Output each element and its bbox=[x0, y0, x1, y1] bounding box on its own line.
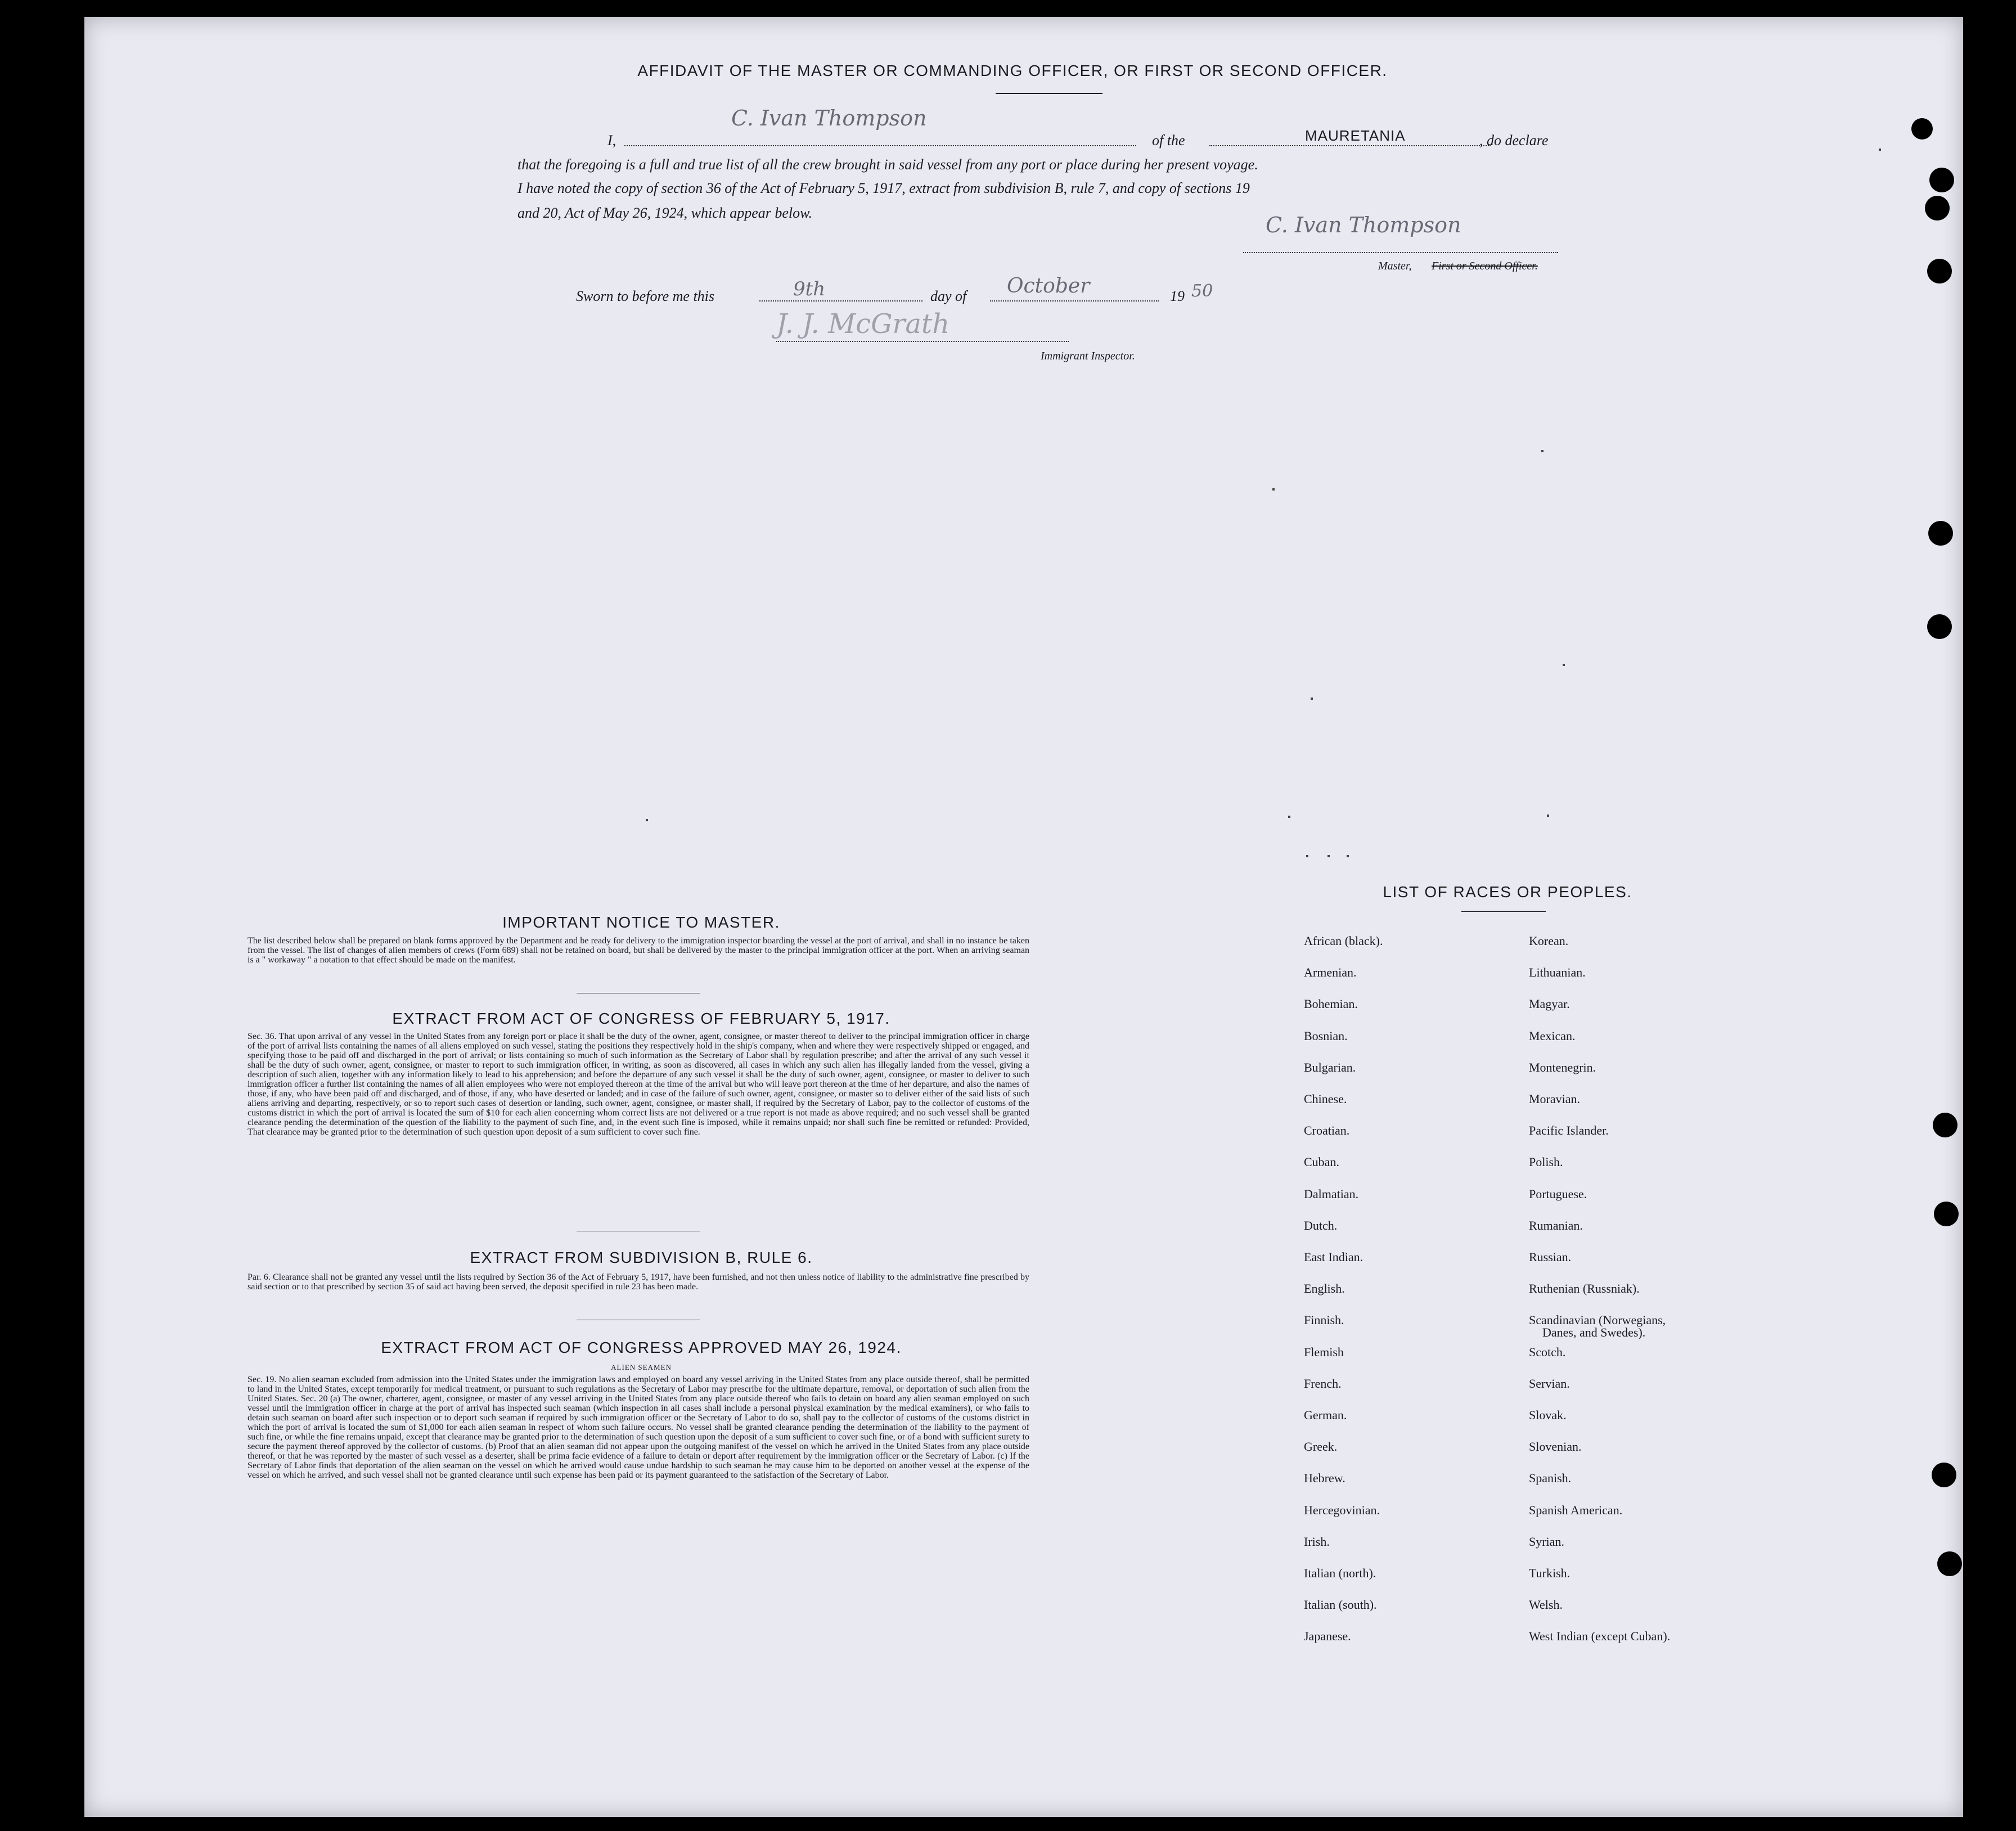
speck bbox=[1547, 815, 1549, 817]
race-item: Japanese. bbox=[1304, 1629, 1351, 1644]
year-prefix: 19 bbox=[1170, 288, 1185, 304]
race-item: Finnish. bbox=[1304, 1313, 1344, 1328]
race-item: German. bbox=[1304, 1408, 1347, 1422]
alien-seamen-subtitle: ALIEN SEAMEN bbox=[611, 1363, 672, 1371]
race-item: Scotch. bbox=[1529, 1344, 1566, 1359]
master-label: Master, bbox=[1378, 260, 1412, 272]
punch-hole bbox=[1911, 118, 1933, 140]
speck bbox=[1879, 149, 1881, 151]
punch-hole bbox=[1925, 196, 1950, 221]
punch-hole bbox=[1933, 1113, 1958, 1137]
race-item: Pacific Islander. bbox=[1529, 1123, 1609, 1138]
race-item: Bosnian. bbox=[1304, 1028, 1348, 1043]
punch-hole bbox=[1932, 1463, 1956, 1487]
races-title-underline bbox=[1461, 911, 1546, 912]
race-item: Scandinavian (Norwegians, bbox=[1529, 1313, 1666, 1328]
speck bbox=[1288, 816, 1290, 818]
punch-hole bbox=[1927, 614, 1952, 639]
race-item: Cuban. bbox=[1304, 1155, 1339, 1169]
declarant-name-signature: C. Ivan Thompson bbox=[731, 106, 927, 131]
title-underline bbox=[996, 93, 1102, 94]
affidavit-body-line-2: I have noted the copy of section 36 of the Act of February 5, 1917, extract from subdivision B, rule 7, and copy of sections 19 bbox=[518, 180, 1250, 196]
race-item: Irish. bbox=[1304, 1534, 1330, 1549]
speck bbox=[1306, 855, 1308, 857]
struck-officer-label: First or Second Officer. bbox=[1432, 260, 1538, 272]
speck bbox=[1541, 450, 1544, 452]
punch-hole bbox=[1934, 1202, 1959, 1226]
race-item: West Indian (except Cuban). bbox=[1529, 1629, 1671, 1644]
race-item: Greek. bbox=[1304, 1439, 1338, 1454]
race-item-continuation: Danes, and Swedes). bbox=[1542, 1325, 1646, 1339]
inspector-signature-line bbox=[776, 341, 1069, 342]
vessel-name: MAURETANIA bbox=[1305, 127, 1406, 144]
inspector-signature: J. J. McGrath bbox=[776, 308, 950, 340]
of-the-label: of the bbox=[1152, 132, 1185, 149]
race-item: African (black). bbox=[1304, 934, 1383, 948]
race-item: Italian (south). bbox=[1304, 1598, 1377, 1612]
race-item: Hercegovinian. bbox=[1304, 1502, 1380, 1517]
race-item: Armenian. bbox=[1304, 965, 1357, 980]
rule-6-title: EXTRACT FROM SUBDIVISION B, RULE 6. bbox=[470, 1249, 813, 1266]
race-item: Spanish. bbox=[1529, 1471, 1572, 1486]
extract-1917-body: Sec. 36. That upon arrival of any vessel in the United States from any foreign port or place it shall be the duty of the owner, agent, consignee, or master thereof to deliver to the principal immigration officer in charge of the port of arrival lists containing the names of all aliens employed on such vessel, stating the positions they respectively hold in the ship's company, when and where they were respectively shipped or engaged, and specifying those to be paid off and discharged in the port of arrival; or lists containing so much of such information as the Secretary of Labor shall by regulation prescribe; and after the arrival of any such vessel it shall be the duty of such owner, agent, consignee, or master to report to such immigration officer, in writing, as soon as discovered, all cases in which any such alien has illegally landed from the vessel, giving a description of such alien, together with any information likely to lead to his apprehension; and before the departure of any such vessel it shall be the duty of such owner, agent, consignee, or master to deliver to such immigration officer a further list containing the names of all alien employees who were not employed thereon at the time of the arrival but who will leave port thereon at the time of her departure, and also the names of those, if any, who have been paid off and discharged, and of those, if any, who have deserted or landed; and in case of the failure of such owner, agent, consignee, or master so to deliver either of the said lists of such aliens arriving and departing, respectively, or so to report such cases of desertion or landing, such owner, agent, consignee, or master shall, if required by the Secretary of Labor, pay to the collector of customs of the customs district in which the port of arrival is located the sum of $10 for each alien concerning whom correct lists are not delivered or a true report is not made as above required; and no such vessel shall be granted clearance pending the determination of the question of the liability to the payment of such fine, and, in the event such fine is imposed, while it remains unpaid; nor shall such fine be remitted or refunded: Provided, That clearance may be granted prior to the determination of such question upon deposit of a sum sufficient to cover such fine. bbox=[248, 1032, 1029, 1137]
race-item: Magyar. bbox=[1529, 997, 1570, 1011]
extract-1924-body: Sec. 19. No alien seaman excluded from admission into the United States under the immigration laws and employed on board any vessel arriving in the United States from any place outside thereof, shall be permitted to land in the United States, except temporarily for medical treatment, or pursuant to such regulations as the Secretary of Labor may prescribe for the ultimate departure, removal, or deportation of such alien from the United States. Sec. 20 (a) The owner, charterer, agent, consignee, or master of any vessel arriving in the United States from any place outside thereof who fails to detain on board any alien seaman employed on such vessel until the immigration officer in charge at the port of arrival has inspected such seaman (which inspection in all cases shall include a personal physical examination by the medical examiners), or who fails to detain such seaman on board after such inspection or to deport such seaman if required by such immigration officer or the Secretary of Labor to do so, shall pay to the collector of customs of the customs district in which the port of arrival is located the sum of $1,000 for each alien seaman in respect of whom such failure occurs. No vessel shall be granted clearance pending the determination of the liability to the payment of such fine, or while the fine remains unpaid, except that clearance may be granted prior to the determination of such question upon the deposit of a sum sufficient to cover such fine, or of a bond with sufficient surety to secure the payment thereof approved by the collector of customs. (b) Proof that an alien seaman did not appear upon the outgoing manifest of the vessel on which he arrived in the United States from any place outside thereof, or that he was reported by the master of such vessel as a deserter, shall be prima facie evidence of a failure to detain or deport after requirement by the immigration officer or the Secretary of Labor. (c) If the Secretary of Labor finds that deportation of the alien seaman on the vessel on which he arrived would cause undue hardship to such seaman he may cause him to be deported on another vessel at the expense of the vessel on which he arrived, and such vessel shall not be granted clearance until such expense has been paid or its payment guaranteed to the satisfaction of the Secretary of Labor. bbox=[248, 1375, 1029, 1480]
declarant-name-line bbox=[624, 145, 1136, 146]
sworn-day: 9th bbox=[793, 278, 826, 300]
race-item: Slovak. bbox=[1529, 1408, 1567, 1422]
race-item: Mexican. bbox=[1529, 1028, 1576, 1043]
declarant-prefix: I, bbox=[608, 132, 616, 149]
do-declare-label: , do declare bbox=[1479, 132, 1549, 149]
extract-1917-title: EXTRACT FROM ACT OF CONGRESS OF FEBRUARY 5, 1917. bbox=[392, 1010, 890, 1027]
speck bbox=[1347, 855, 1349, 857]
race-item: Montenegrin. bbox=[1529, 1060, 1596, 1074]
race-item: French. bbox=[1304, 1376, 1342, 1391]
race-item: Korean. bbox=[1529, 934, 1569, 948]
race-item: English. bbox=[1304, 1281, 1345, 1296]
affidavit-title: AFFIDAVIT OF THE MASTER OR COMMANDING OFFICER, OR FIRST OR SECOND OFFICER. bbox=[637, 62, 1388, 79]
sworn-label: Sworn to before me this bbox=[576, 288, 715, 304]
speck bbox=[1328, 855, 1330, 857]
race-item: Flemish bbox=[1304, 1344, 1344, 1359]
race-item: Syrian. bbox=[1529, 1534, 1564, 1549]
punch-hole bbox=[1929, 168, 1954, 192]
affidavit-body-line-1: that the foregoing is a full and true list of all the crew brought in said vessel from any port or place during her present voyage. bbox=[518, 156, 1258, 173]
speck bbox=[1272, 488, 1275, 491]
race-item: Spanish American. bbox=[1529, 1502, 1623, 1517]
race-item: Rumanian. bbox=[1529, 1218, 1583, 1232]
race-item: Servian. bbox=[1529, 1376, 1570, 1391]
punch-hole bbox=[1927, 259, 1952, 284]
sworn-month-line bbox=[990, 300, 1159, 302]
race-item: Dutch. bbox=[1304, 1218, 1338, 1232]
speck bbox=[1563, 664, 1565, 666]
race-item: Lithuanian. bbox=[1529, 965, 1586, 980]
punch-hole bbox=[1937, 1551, 1962, 1576]
race-item: Chinese. bbox=[1304, 1092, 1347, 1106]
race-item: East Indian. bbox=[1304, 1250, 1364, 1264]
master-signature: C. Ivan Thompson bbox=[1266, 213, 1461, 237]
sworn-month: October bbox=[1007, 275, 1090, 298]
race-item: Bohemian. bbox=[1304, 997, 1358, 1011]
inspector-label: Immigrant Inspector. bbox=[1041, 350, 1135, 362]
day-of-label: day of bbox=[930, 288, 967, 304]
race-item: Moravian. bbox=[1529, 1092, 1581, 1106]
race-item: Welsh. bbox=[1529, 1598, 1563, 1612]
race-item: Italian (north). bbox=[1304, 1566, 1376, 1580]
vessel-name-line bbox=[1209, 145, 1491, 146]
race-item: Dalmatian. bbox=[1304, 1186, 1359, 1201]
race-item: Portuguese. bbox=[1529, 1186, 1587, 1201]
affidavit-body-line-3: and 20, Act of May 26, 1924, which appear below. bbox=[518, 205, 813, 221]
master-signature-line bbox=[1243, 252, 1558, 253]
extract-1924-title: EXTRACT FROM ACT OF CONGRESS APPROVED MAY 26, 1924. bbox=[381, 1339, 902, 1356]
speck bbox=[1311, 698, 1313, 700]
year-suffix: 50 bbox=[1191, 281, 1213, 301]
race-item: Ruthenian (Russniak). bbox=[1529, 1281, 1640, 1296]
race-item: Turkish. bbox=[1529, 1566, 1570, 1580]
punch-hole bbox=[1928, 521, 1953, 546]
race-item: Russian. bbox=[1529, 1250, 1572, 1264]
race-item: Croatian. bbox=[1304, 1123, 1350, 1138]
races-title: LIST OF RACES OR PEOPLES. bbox=[1383, 883, 1632, 901]
race-item: Slovenian. bbox=[1529, 1439, 1582, 1454]
race-item: Bulgarian. bbox=[1304, 1060, 1356, 1074]
notice-title: IMPORTANT NOTICE TO MASTER. bbox=[502, 914, 780, 931]
rule-6-body: Par. 6. Clearance shall not be granted any vessel until the lists required by Section 36 of the Act of February 5, 1917, have been furnished, and not then unless notice of liability to the administrative fine prescribed by said section or to that prescribed by section 35 of said act having been served, the deposit specified in rule 23 has been made. bbox=[248, 1272, 1029, 1292]
notice-body: The list described below shall be prepared on blank forms approved by the Department and be ready for delivery to the immigration inspector boarding the vessel at the port of arrival, and shall in no instance be taken from the vessel. The list of changes of alien members of crews (Form 689) shall not be retained on board, but shall be delivered by the master to the principal immigration officer at the port. When an arriving seaman is a " workaway " a notation to that effect should be made on the manifest. bbox=[248, 936, 1029, 965]
sworn-day-line bbox=[759, 300, 922, 302]
race-item: Hebrew. bbox=[1304, 1471, 1346, 1486]
speck bbox=[646, 819, 648, 821]
race-item: Polish. bbox=[1529, 1155, 1563, 1169]
